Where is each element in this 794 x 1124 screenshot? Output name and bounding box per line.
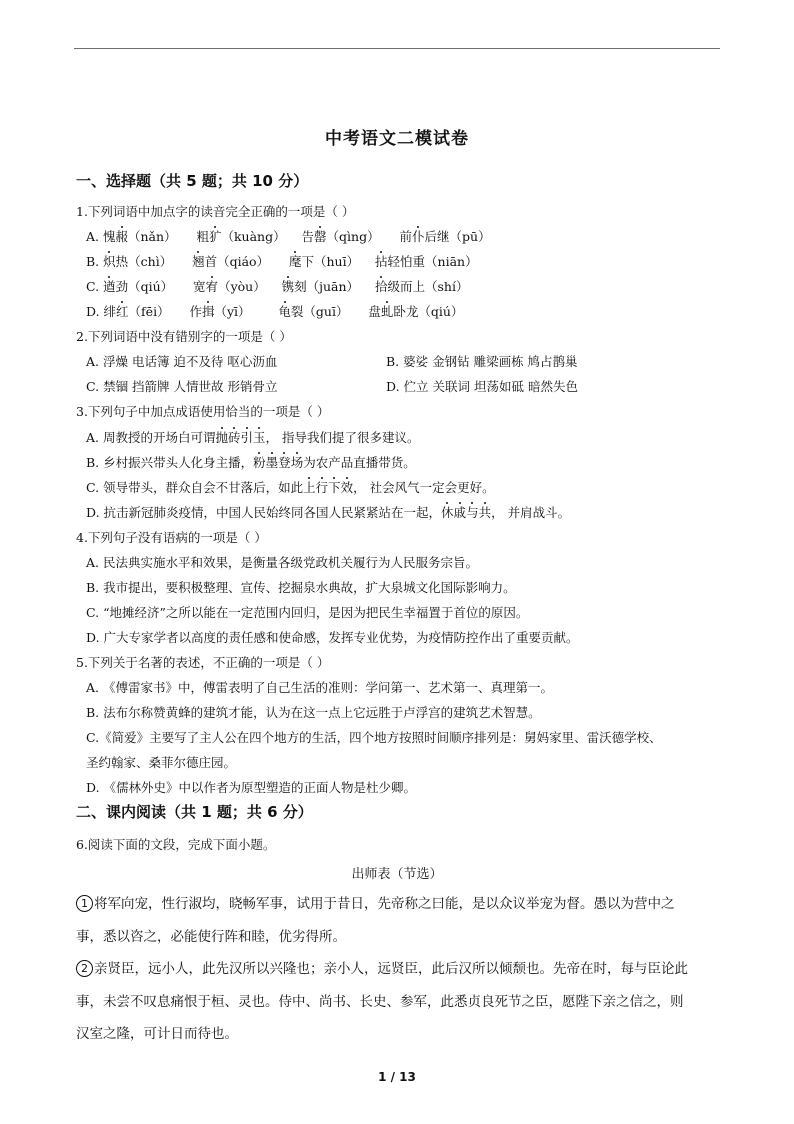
question-stem: 4.下列句子没有语病的一项是（ ） [76, 530, 267, 545]
option-c: C. “地摊经济”之所以能在一定范围内回归，是因为把民生幸福置于首位的原因。 [86, 605, 529, 620]
question-stem: 1.下列词语中加点字的读音完全正确的一项是（ ） [76, 204, 355, 219]
dotted-char: 引 [240, 430, 254, 445]
question-stem: 5.下列关于名著的表述，不正确的一项是（ ） [76, 655, 330, 670]
option-term: 翘首（qiáo） [192, 254, 270, 269]
option-term: 镌刻（juān） [281, 279, 360, 294]
option-c: C. 领导带头，群众自会不甘落后，如此上行下效， 社会风气一定会更好。 [86, 480, 495, 495]
option-term: 麾下（huī） [288, 254, 360, 269]
passage-line: 事，未尝不叹息痛恨于桓、灵也。侍中、尚书、长史、参军，此悉贞良死节之臣，愿陛下亲之信之，则 [76, 994, 684, 1010]
page-title: 中考语文二模试卷 [325, 129, 469, 149]
option-term: 粗犷（kuàng） [196, 229, 286, 244]
option-line-d [86, 302, 463, 320]
dotted-char: 揖 [201, 304, 215, 319]
option-term: D. 绯红（fēi） [86, 304, 170, 319]
option-a: A. 浮燥 电话簿 迫不及待 呕心沥血 [86, 354, 278, 369]
dotted-char: 龟 [278, 304, 291, 319]
option-term: 龟裂（guī） [278, 304, 349, 319]
dotted-char: 行 [315, 480, 329, 495]
dotted-char: 遒 [103, 279, 116, 294]
option-term: 告罄（qìng） [301, 229, 380, 244]
option-term: 拈轻怕重（niān） [375, 254, 478, 269]
question-stem: 2.下列词语中没有错别字的一项是（ ） [76, 329, 292, 344]
passage-paragraph-2: 2 亲贤臣，远小人，此先汉所以兴隆也；亲小人，远贤臣，此后汉所以倾颓也。先帝在时，每与臣论此 [76, 957, 688, 977]
option-a: A. 民法典实施水平和效果，是衡量各级党政机关履行为人民服务宗旨。 [86, 555, 478, 570]
dotted-char: 玉 [253, 430, 266, 445]
dotted-char: 墨 [265, 455, 279, 470]
dotted-char: 登 [278, 455, 291, 470]
option-term: 盘虬卧龙（qiú） [368, 304, 464, 319]
dotted-char: 红 [116, 304, 129, 319]
option-a: A. 《傅雷家书》中，傅雷表明了自己生活的准则：学问第一、艺术第一、真理第一。 [86, 680, 553, 695]
passage-line: 汉室之隆，可计日而待也。 [76, 1026, 238, 1042]
dotted-char: 翘 [192, 254, 205, 269]
section-heading-reading: 二、课内阅读（共 1 题；共 6 分） [76, 803, 313, 821]
dotted-char: 拈 [375, 254, 388, 269]
dotted-char: 炽 [103, 254, 116, 269]
dotted-char: 镌 [281, 279, 295, 294]
option-d: D. 抗击新冠肺炎疫情，中国人民始终同各国人民紧紧站在一起，休戚与共， 并肩战斗。 [86, 505, 571, 520]
option-b: B. 婆娑 金钢钻 雕梁画栋 鸠占鹊巢 [386, 354, 578, 369]
dotted-char: 抛 [215, 430, 228, 445]
dotted-char: 砖 [228, 430, 241, 445]
passage-paragraph-1: 1 将军向宠，性行淑均，晓畅军事，试用于昔日，先帝称之曰能，是以众议举宠为督。愚以为营中之 [76, 892, 675, 912]
header-rule [74, 48, 720, 49]
option-term: C. 遒劲（qiú） [86, 279, 174, 294]
dotted-char: 效 [340, 480, 354, 495]
dotted-char: 仆 [412, 229, 425, 244]
dotted-char: 麾 [288, 254, 302, 269]
option-c: C. 禁锢 挡箭牌 人情世故 形销骨立 [86, 379, 278, 394]
option-b: B. 我市提出，要积极整理、宣传、挖掘泉水典故，扩大泉城文化国际影响力。 [86, 580, 516, 595]
passage-line: 事，悉以咨之，必能使行阵和睦，优劣得所。 [76, 929, 346, 945]
option-c: C.《简爱》主要写了主人公在四个地方的生活，四个地方按照时间顺序排列是：舅妈家里、雷沃德学校、 [86, 730, 662, 745]
option-line-b [86, 252, 478, 270]
dotted-idiom [303, 480, 353, 495]
dotted-char: 上 [303, 480, 316, 495]
option-line-a [86, 227, 491, 245]
question-stem: 3.下列句子中加点成语使用恰当的一项是（ ） [76, 404, 330, 419]
option-d: D. 广大专家学者以高度的责任感和使命感，发挥专业优势，为疫情防控作出了重要贡献。 [86, 630, 579, 645]
paragraph-number: 1 [76, 895, 93, 912]
dotted-char: 共 [478, 505, 492, 520]
dotted-idiom [441, 505, 491, 520]
dotted-char: 罄 [314, 229, 327, 244]
option-c-continued: 圣约翰家、桑菲尔德庄园。 [86, 755, 237, 770]
option-a: A. 周教授的开场白可谓抛砖引玉， 指导我们提了很多建议。 [86, 430, 420, 445]
dotted-char: 虬 [380, 304, 394, 319]
option-b: B. 乡村振兴带头人化身主播，粉墨登场为农产品直播带货。 [86, 455, 416, 470]
dotted-char: 粉 [253, 455, 266, 470]
option-term: 前仆后继（pū） [399, 229, 491, 244]
option-b: B. 法布尔称赞黄蜂的建筑才能，认为在这一点上它远胜于卢浮宫的建筑艺术智慧。 [86, 705, 541, 720]
dotted-char: 犷 [208, 229, 222, 244]
option-d: D. 伫立 关联词 坦荡如砥 暗然失色 [386, 379, 578, 394]
option-term: 宽宥（yòu） [193, 279, 266, 294]
dotted-char: 与 [466, 505, 479, 520]
dotted-char: 休 [441, 505, 454, 520]
passage-title: 出师表（节选） [351, 867, 443, 882]
dotted-idiom [215, 430, 265, 445]
option-d: D. 《儒林外史》中以作者为原型塑造的正面人物是杜少卿。 [86, 780, 417, 795]
dotted-char: 场 [290, 455, 304, 470]
dotted-char: 拾 [374, 279, 388, 294]
option-line-c [86, 277, 468, 295]
option-term: B. 炽热（chì） [86, 254, 173, 269]
option-term: 拾级而上（shí） [374, 279, 469, 294]
option-term: 作揖（yī） [189, 304, 251, 319]
paragraph-number: 2 [76, 960, 93, 977]
dotted-char: 宥 [205, 279, 219, 294]
option-term: A. 愧赧（nǎn） [86, 229, 177, 244]
question-stem: 6.阅读下面的文段，完成下面小题。 [76, 837, 276, 852]
dotted-char: 下 [328, 480, 341, 495]
dotted-char: 赧 [115, 229, 128, 244]
section-heading-choice: 一、选择题（共 5 题；共 10 分） [76, 172, 309, 190]
page-number: 1 / 13 [378, 1070, 416, 1084]
dotted-char: 戚 [453, 505, 467, 520]
dotted-idiom [253, 455, 303, 470]
